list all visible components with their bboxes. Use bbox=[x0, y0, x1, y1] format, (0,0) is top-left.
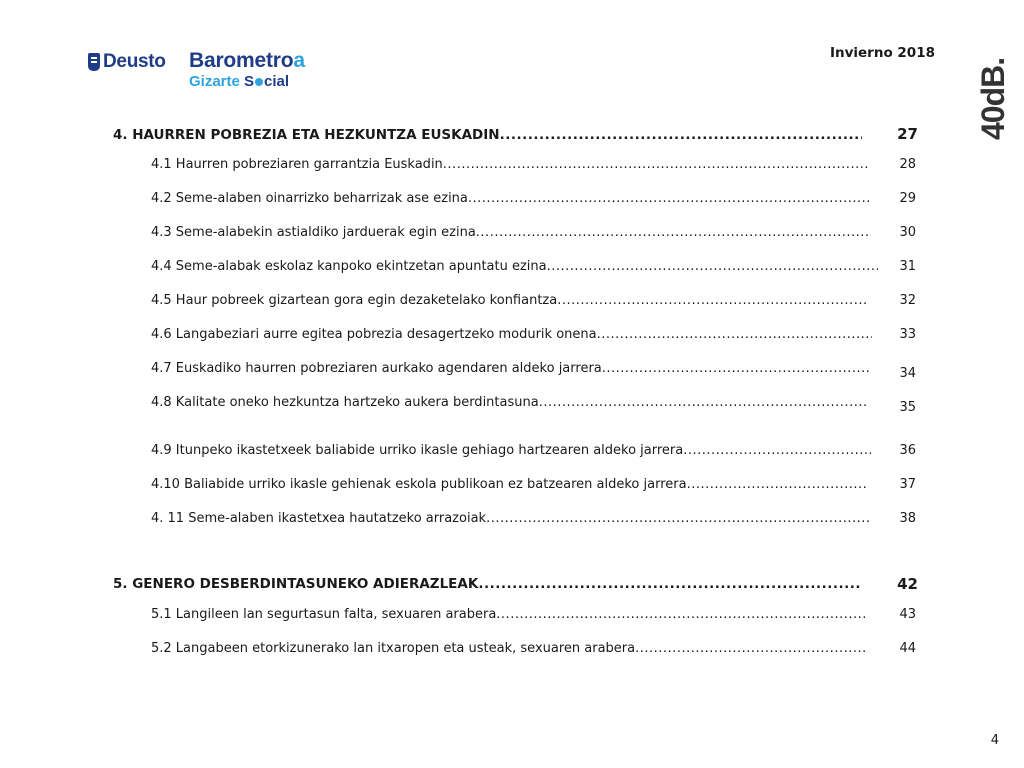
season-label: Invierno 2018 bbox=[829, 45, 935, 61]
toc-entry-page: 32 bbox=[899, 293, 916, 308]
toc-entry-title: 5.1 Langileen lan segurtasun falta, sexuaren arabera bbox=[151, 607, 497, 622]
toc-leader bbox=[478, 576, 862, 592]
toc-entry-5-2[interactable] bbox=[151, 641, 867, 656]
brand-logo-text: 40dB. bbox=[975, 57, 1011, 140]
toc-entry-title: 4.5 Haur pobreek gizartean gora egin dezaketelako konfiantza bbox=[151, 293, 558, 308]
toc-leader bbox=[635, 641, 867, 656]
toc-leader bbox=[683, 443, 871, 458]
toc-entry-page: 29 bbox=[899, 191, 916, 206]
toc-entry-page: 33 bbox=[899, 327, 916, 342]
deusto-logo bbox=[88, 51, 166, 73]
logo-block bbox=[88, 49, 328, 95]
toc-entry-4-2[interactable] bbox=[151, 191, 871, 206]
toc-entry-page: 27 bbox=[897, 125, 918, 143]
toc-leader bbox=[597, 327, 872, 342]
toc-leader bbox=[687, 477, 868, 492]
toc-leader bbox=[486, 511, 869, 526]
toc-leader bbox=[476, 225, 871, 240]
toc-entry-4-6[interactable] bbox=[151, 327, 872, 342]
toc-entry-page: 42 bbox=[897, 575, 918, 593]
toc-entry-page: 36 bbox=[899, 443, 916, 458]
toc-entry-title: 4. HAURREN POBREZIA ETA HEZKUNTZA EUSKADIN bbox=[113, 127, 500, 143]
toc-entry-page: 28 bbox=[899, 157, 916, 172]
toc-entry-section-4[interactable] bbox=[113, 127, 862, 143]
toc-leader bbox=[443, 157, 868, 172]
toc-entry-title: 4. 11 Seme-alaben ikastetxea hautatzeko arrazoiak bbox=[151, 511, 487, 526]
toc-entry-page: 35 bbox=[899, 400, 916, 415]
toc-entry-section-5[interactable] bbox=[113, 576, 862, 592]
toc-entry-title: 4.9 Itunpeko ikastetxeek baliabide urriko ikasle gehiago hartzearen aldeko jarrera bbox=[151, 443, 684, 458]
toc-entry-4-3[interactable] bbox=[151, 225, 871, 240]
toc-entry-4-7[interactable] bbox=[151, 361, 869, 376]
toc-entry-5-1[interactable] bbox=[151, 607, 867, 622]
barometro-logo bbox=[189, 49, 305, 73]
toc-leader bbox=[468, 191, 871, 206]
gizarte-logo-text: Gizarte bbox=[189, 73, 240, 90]
social-dot-icon bbox=[255, 78, 263, 86]
toc-entry-title: 4.8 Kalitate oneko hezkuntza hartzeko aukera berdintasuna bbox=[151, 395, 539, 410]
toc-entry-title: 4.6 Langabeziari aurre egitea pobrezia desagertzeko modurik onena bbox=[151, 327, 597, 342]
toc-entry-page: 31 bbox=[899, 259, 916, 274]
barometro-logo-accent: a bbox=[293, 49, 305, 72]
toc-entry-title: 4.10 Baliabide urriko ikasle gehienak eskola publikoan ez batzearen aldeko jarrera bbox=[151, 477, 687, 492]
toc-entry-title: 4.4 Seme-alabak eskolaz kanpoko ekintzetan apuntatu ezina bbox=[151, 259, 547, 274]
toc-entry-title: 4.3 Seme-alabekin astialdiko jarduerak egin ezina bbox=[151, 225, 476, 240]
toc-entry-title: 4.1 Haurren pobreziaren garrantzia Euskadin bbox=[151, 157, 443, 172]
social-logo-text-b: cial bbox=[264, 73, 290, 90]
toc-entry-page: 38 bbox=[899, 511, 916, 526]
page-number: 4 bbox=[990, 733, 999, 748]
toc-entry-page: 37 bbox=[899, 477, 916, 492]
deusto-emblem-icon bbox=[88, 53, 100, 71]
toc-entry-4-4[interactable] bbox=[151, 259, 878, 274]
toc-entry-page: 34 bbox=[899, 366, 916, 381]
toc-entry-4-10[interactable] bbox=[151, 477, 868, 492]
social-logo-text-a: S bbox=[244, 73, 255, 90]
barometro-logo-text: Barometro bbox=[189, 49, 294, 72]
toc-entry-title: 4.2 Seme-alaben oinarrizko beharrizak ase ezina bbox=[151, 191, 468, 206]
toc-leader bbox=[500, 127, 862, 143]
toc-leader bbox=[557, 293, 869, 308]
toc-entry-page: 43 bbox=[899, 607, 916, 622]
gizarte-social-logo bbox=[189, 73, 289, 90]
toc-leader bbox=[547, 259, 878, 274]
toc-entry-title: 4.7 Euskadiko haurren pobreziaren aurkako agendaren aldeko jarrera bbox=[151, 361, 602, 376]
deusto-logo-text: Deusto bbox=[103, 51, 166, 72]
toc-leader bbox=[602, 361, 869, 376]
toc-leader bbox=[539, 395, 869, 410]
toc-entry-title: 5.2 Langabeen etorkizunerako lan itxaropen eta usteak, sexuaren arabera bbox=[151, 641, 636, 656]
toc-entry-4-5[interactable] bbox=[151, 293, 869, 308]
toc-entry-title: 5. GENERO DESBERDINTASUNEKO ADIERAZLEAK bbox=[113, 576, 479, 592]
toc-entry-4-9[interactable] bbox=[151, 443, 871, 458]
toc-entry-4-11[interactable] bbox=[151, 511, 869, 526]
toc-entry-4-1[interactable] bbox=[151, 157, 868, 172]
toc-entry-4-8[interactable] bbox=[151, 395, 869, 410]
toc-entry-page: 30 bbox=[899, 225, 916, 240]
brand-logo bbox=[975, 40, 1011, 140]
toc-leader bbox=[496, 607, 867, 622]
toc-entry-page: 44 bbox=[899, 641, 916, 656]
